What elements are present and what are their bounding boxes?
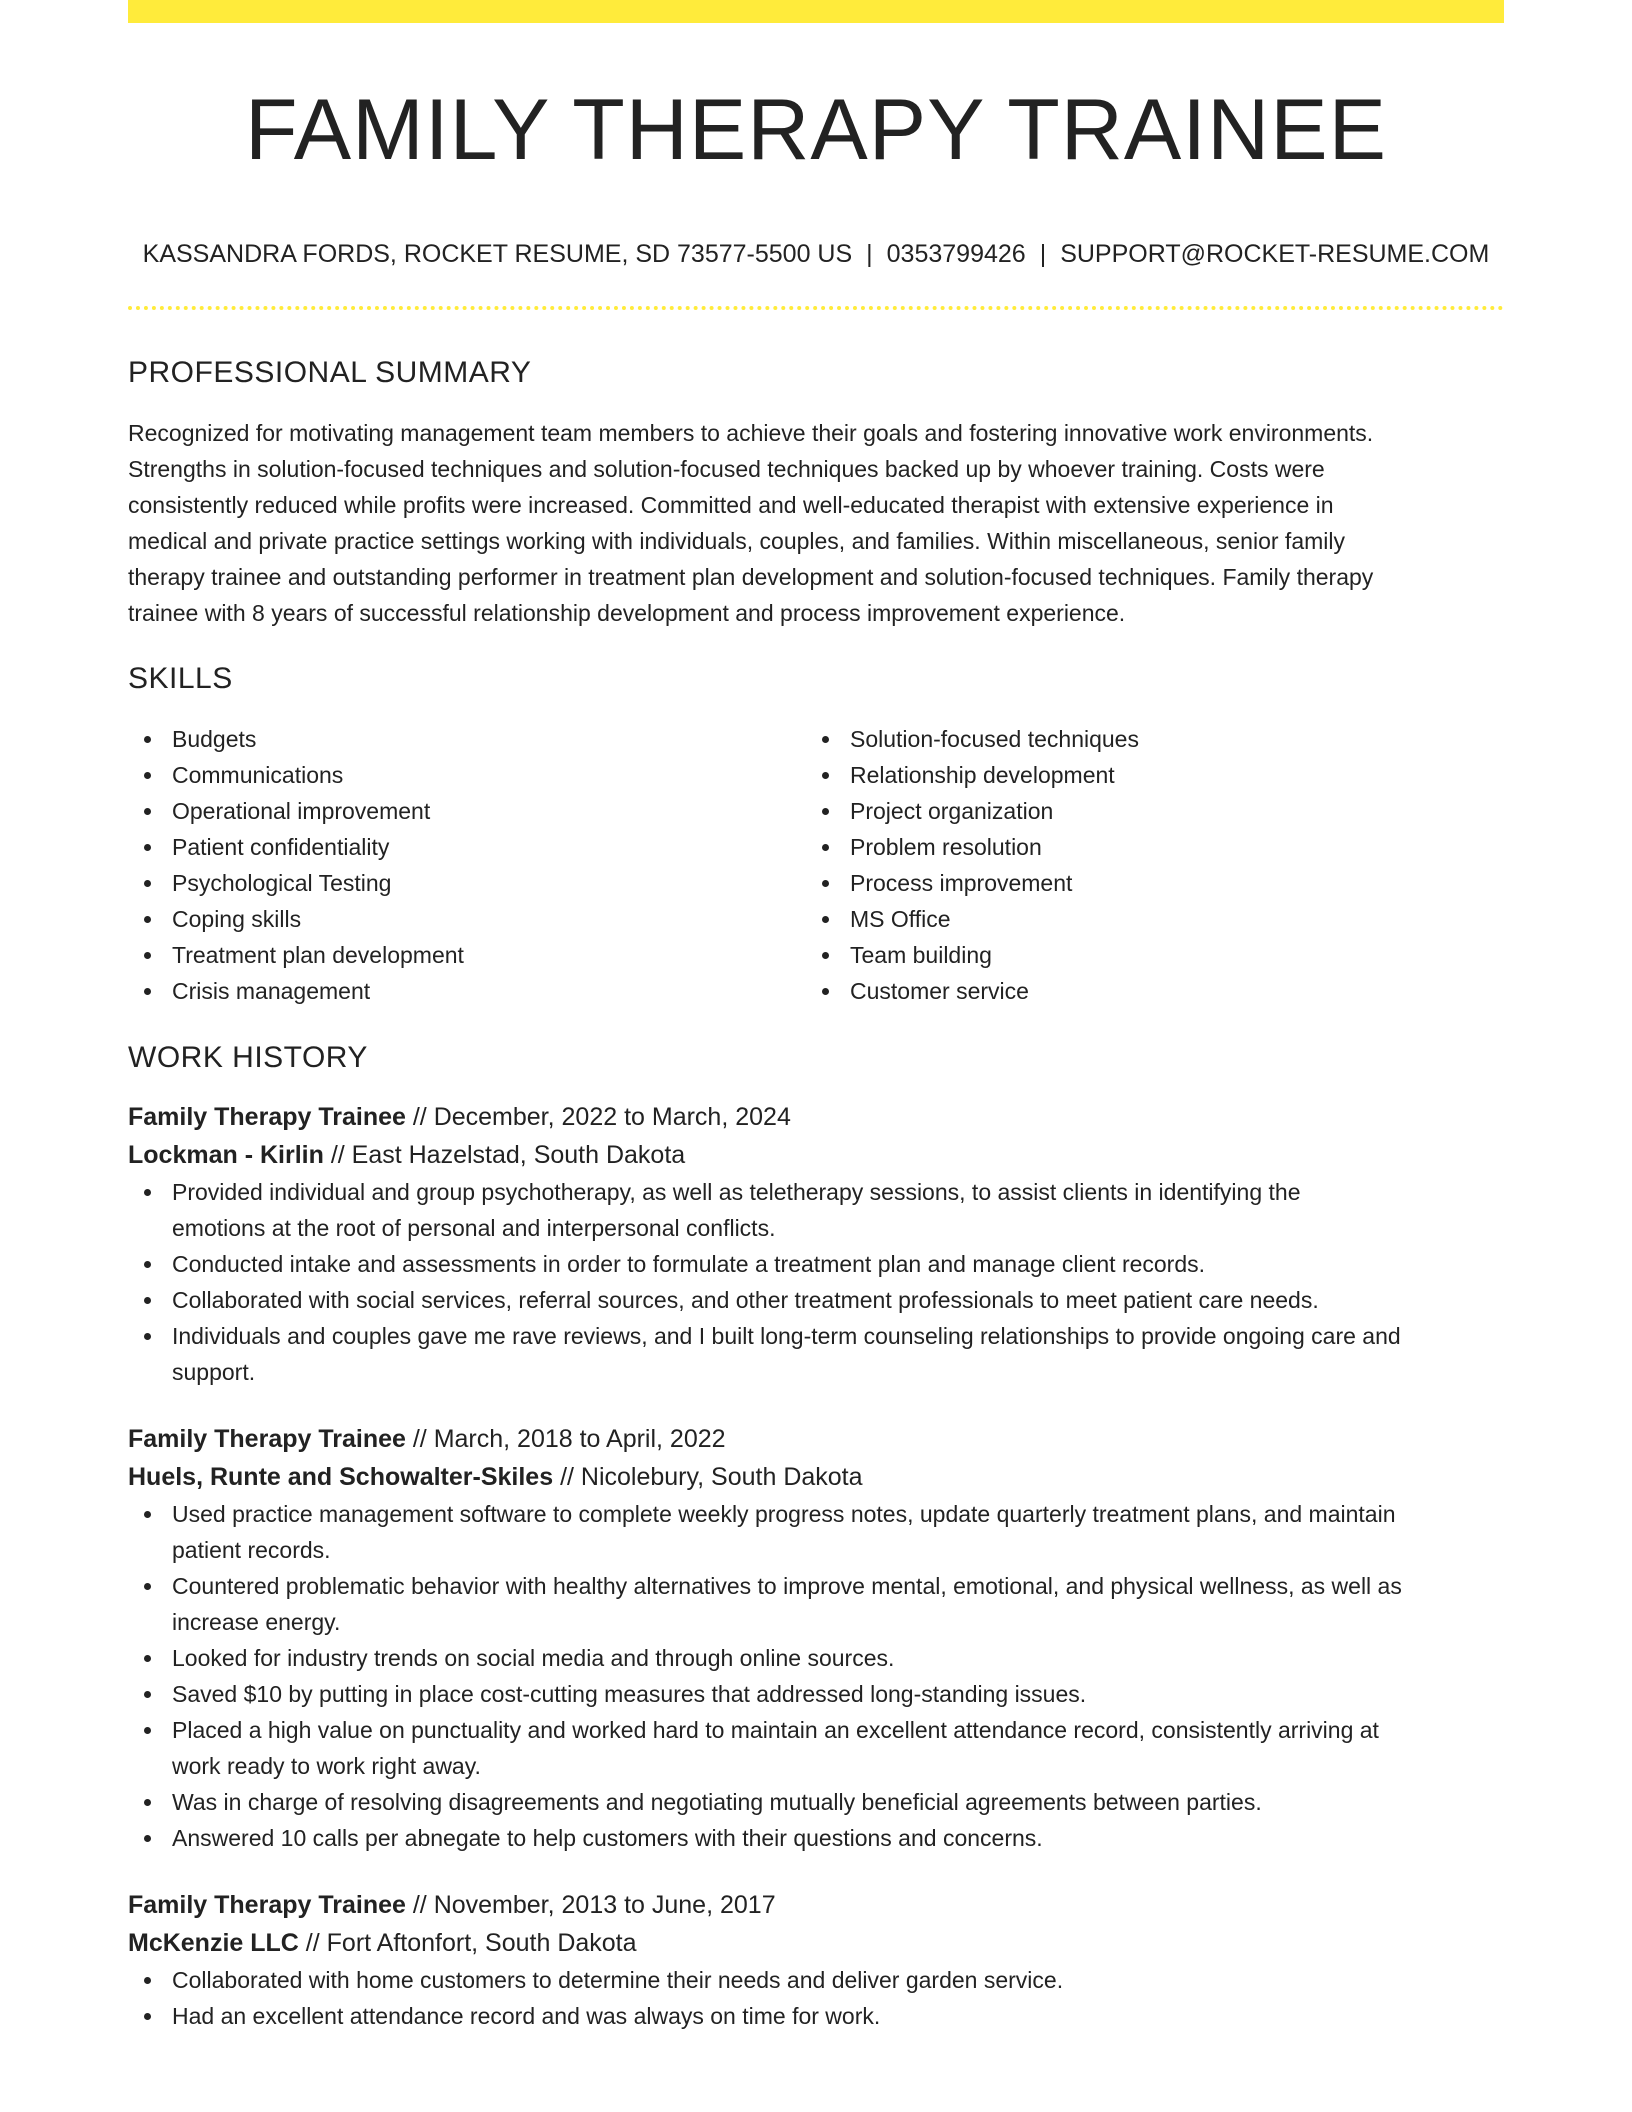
job-bullet-list bbox=[128, 1174, 1504, 1390]
contact-separator: | bbox=[1039, 240, 1047, 268]
summary-section bbox=[128, 353, 1504, 631]
bullet-line: Collaborated with social services, referral sources, and other treatment professionals to meet patient care needs. bbox=[172, 1287, 1319, 1313]
skill-item: Treatment plan development bbox=[128, 937, 806, 973]
bullet-line: Countered problematic behavior with healthy alternatives to improve mental, emotional, and physical wellness, as well as bbox=[172, 1573, 1402, 1599]
resume-title: FAMILY THERAPY TRAINEE bbox=[245, 82, 1387, 178]
skill-item: Project organization bbox=[806, 793, 1484, 829]
accent-top-bar bbox=[128, 0, 1504, 23]
job-title: Family Therapy Trainee bbox=[128, 1891, 406, 1919]
job-entry bbox=[128, 1420, 1504, 1856]
bullet-line: Placed a high value on punctuality and worked hard to maintain an excellent attendance record, consistently arriving at bbox=[172, 1717, 1379, 1743]
contact-address: KASSANDRA FORDS, ROCKET RESUME, SD 73577-5500 US bbox=[142, 240, 853, 268]
contact-line bbox=[128, 236, 1504, 272]
summary-line: Recognized for motivating management team members to achieve their goals and fostering innovative work environments. bbox=[128, 420, 1374, 446]
job-company-line bbox=[128, 1458, 1504, 1496]
skill-item: Operational improvement bbox=[128, 793, 806, 829]
work-history-section bbox=[128, 1038, 1504, 2034]
job-bullet bbox=[128, 1174, 1504, 1246]
skill-item: Patient confidentiality bbox=[128, 829, 806, 865]
job-title-line bbox=[128, 1098, 1504, 1136]
job-company: McKenzie LLC bbox=[128, 1929, 299, 1957]
bullet-line: emotions at the root of personal and interpersonal conflicts. bbox=[172, 1215, 776, 1241]
skills-heading: SKILLS bbox=[128, 662, 233, 695]
bullet-line: Collaborated with home customers to determine their needs and deliver garden service. bbox=[172, 1967, 1064, 1993]
bullet-line: work ready to work right away. bbox=[172, 1753, 481, 1779]
bullet-line: Conducted intake and assessments in order to formulate a treatment plan and manage client records. bbox=[172, 1251, 1206, 1277]
skill-item: Psychological Testing bbox=[128, 865, 806, 901]
job-company-line bbox=[128, 1136, 1504, 1174]
skill-item: Team building bbox=[806, 937, 1484, 973]
dotted-divider bbox=[128, 306, 1504, 310]
job-bullet bbox=[128, 1640, 1504, 1676]
job-company-line bbox=[128, 1924, 1504, 1962]
job-bullet bbox=[128, 1318, 1504, 1390]
job-entry bbox=[128, 1098, 1504, 1390]
summary-line: trainee with 8 years of successful relationship development and process improvement experience. bbox=[128, 600, 1126, 626]
job-bullet bbox=[128, 1282, 1504, 1318]
skills-columns bbox=[128, 721, 1504, 1009]
summary-line: consistently reduced while profits were increased. Committed and well-educated therapist with extensive experience in bbox=[128, 492, 1334, 518]
summary-heading: PROFESSIONAL SUMMARY bbox=[128, 356, 532, 389]
skills-section bbox=[128, 659, 1504, 1009]
skill-item: Customer service bbox=[806, 973, 1484, 1009]
job-location: // Nicolebury, South Dakota bbox=[553, 1463, 863, 1491]
bullet-line: Looked for industry trends on social media and through online sources. bbox=[172, 1645, 895, 1671]
skill-item: Relationship development bbox=[806, 757, 1484, 793]
job-bullet bbox=[128, 1246, 1504, 1282]
job-title-line bbox=[128, 1420, 1504, 1458]
job-company: Huels, Runte and Schowalter-Skiles bbox=[128, 1463, 554, 1491]
bullet-line: Individuals and couples gave me rave reviews, and I built long-term counseling relationships to provide ongoing care and bbox=[172, 1323, 1401, 1349]
job-bullet bbox=[128, 1784, 1504, 1820]
job-bullet bbox=[128, 1712, 1504, 1784]
job-location: // East Hazelstad, South Dakota bbox=[323, 1141, 686, 1169]
bullet-line: Had an excellent attendance record and was always on time for work. bbox=[172, 2003, 881, 2029]
job-bullet bbox=[128, 1820, 1504, 1856]
bullet-line: Provided individual and group psychotherapy, as well as teletherapy sessions, to assist clients in identifying the bbox=[172, 1179, 1301, 1205]
contact-separator: | bbox=[866, 240, 873, 268]
job-dates: // November, 2013 to June, 2017 bbox=[405, 1891, 776, 1919]
job-bullet bbox=[128, 1568, 1504, 1640]
job-bullet bbox=[128, 1998, 1504, 2034]
bullet-line: Used practice management software to complete weekly progress notes, update quarterly treatment plans, and maintain bbox=[172, 1501, 1396, 1527]
bullet-line: support. bbox=[172, 1359, 256, 1385]
work-history-heading: WORK HISTORY bbox=[128, 1041, 368, 1074]
bullet-line: Answered 10 calls per abnegate to help customers with their questions and concerns. bbox=[172, 1825, 1043, 1851]
bullet-line: Was in charge of resolving disagreements and negotiating mutually beneficial agreements between parties. bbox=[172, 1789, 1262, 1815]
job-bullet-list bbox=[128, 1496, 1504, 1856]
skill-item: Communications bbox=[128, 757, 806, 793]
skill-item: Coping skills bbox=[128, 901, 806, 937]
job-location: // Fort Aftonfort, South Dakota bbox=[298, 1929, 637, 1957]
skill-item: Budgets bbox=[128, 721, 806, 757]
job-title: Family Therapy Trainee bbox=[128, 1425, 406, 1453]
job-bullet bbox=[128, 1962, 1504, 1998]
contact-phone: 0353799426 bbox=[886, 240, 1026, 268]
skills-list-left bbox=[128, 721, 806, 1009]
skill-item: Crisis management bbox=[128, 973, 806, 1009]
summary-line: Strengths in solution-focused techniques and solution-focused techniques backed up by whoever training. Costs were bbox=[128, 456, 1325, 482]
bullet-line: patient records. bbox=[172, 1537, 331, 1563]
skills-list-right bbox=[806, 721, 1484, 1009]
job-dates: // March, 2018 to April, 2022 bbox=[405, 1425, 726, 1453]
job-dates: // December, 2022 to March, 2024 bbox=[405, 1103, 791, 1131]
job-bullet bbox=[128, 1496, 1504, 1568]
job-title: Family Therapy Trainee bbox=[128, 1103, 406, 1131]
summary-line: therapy trainee and outstanding performer in treatment plan development and solution-focused techniques. Family therapy bbox=[128, 564, 1374, 590]
summary-line: medical and private practice settings working with individuals, couples, and families. Within miscellaneous, senior family bbox=[128, 528, 1345, 554]
skill-item: Solution-focused techniques bbox=[806, 721, 1484, 757]
job-entry bbox=[128, 1886, 1504, 2034]
summary-paragraph bbox=[128, 415, 1504, 631]
job-title-line bbox=[128, 1886, 1504, 1924]
job-bullet bbox=[128, 1676, 1504, 1712]
job-company: Lockman - Kirlin bbox=[128, 1141, 324, 1169]
job-bullet-list bbox=[128, 1962, 1504, 2034]
skill-item: Process improvement bbox=[806, 865, 1484, 901]
bullet-line: increase energy. bbox=[172, 1609, 341, 1635]
bullet-line: Saved $10 by putting in place cost-cutting measures that addressed long-standing issues. bbox=[172, 1681, 1087, 1707]
contact-email: SUPPORT@ROCKET-RESUME.COM bbox=[1060, 240, 1490, 268]
skill-item: Problem resolution bbox=[806, 829, 1484, 865]
skill-item: MS Office bbox=[806, 901, 1484, 937]
